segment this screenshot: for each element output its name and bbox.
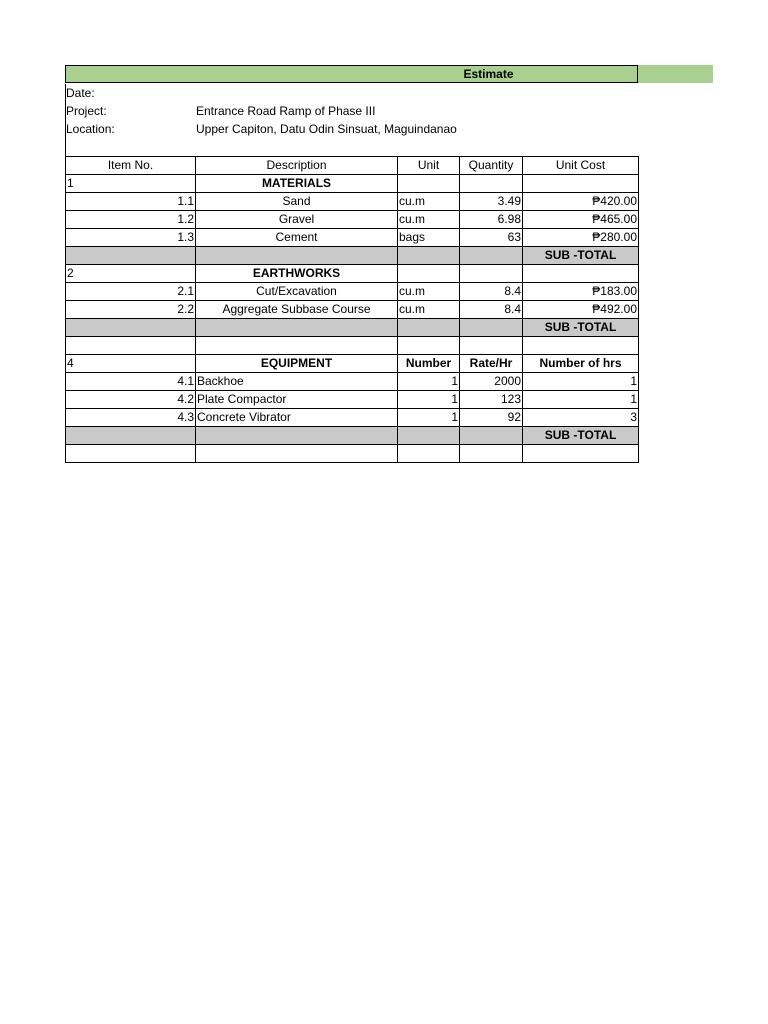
project-value[interactable]: Entrance Road Ramp of Phase III <box>196 104 376 118</box>
subtotal-label[interactable]: SUB -TOTAL <box>523 319 639 337</box>
unit-cost-cell[interactable]: ₱183.00 <box>523 283 639 301</box>
table-row <box>66 211 639 229</box>
header-hours[interactable]: Number of hrs <box>523 355 639 373</box>
description-cell[interactable]: Cement <box>196 229 398 247</box>
section-no[interactable]: 1 <box>66 175 196 193</box>
description-cell[interactable]: Backhoe <box>196 373 398 391</box>
header-description: Description <box>196 157 398 175</box>
unit-cell[interactable]: cu.m <box>398 211 460 229</box>
table-row <box>66 409 639 427</box>
section-title[interactable]: EQUIPMENT <box>196 355 398 373</box>
table-row <box>66 229 639 247</box>
hours-cell[interactable]: 1 <box>523 391 639 409</box>
item-no-cell[interactable]: 4.2 <box>66 391 196 409</box>
unit-cell[interactable]: cu.m <box>398 283 460 301</box>
description-cell[interactable]: Aggregate Subbase Course <box>196 301 398 319</box>
unit-cost-cell[interactable]: ₱492.00 <box>523 301 639 319</box>
item-no-cell[interactable]: 4.1 <box>66 373 196 391</box>
quantity-cell[interactable]: 6.98 <box>460 211 523 229</box>
quantity-cell[interactable]: 3.49 <box>460 193 523 211</box>
number-cell[interactable]: 1 <box>398 409 460 427</box>
section-no[interactable]: 2 <box>66 265 196 283</box>
number-cell[interactable]: 1 <box>398 391 460 409</box>
table-row <box>66 373 639 391</box>
title-bar <box>65 65 713 84</box>
rate-cell[interactable]: 2000 <box>460 373 523 391</box>
location-value[interactable]: Upper Capiton, Datu Odin Sinsuat, Maguindanao <box>196 122 457 136</box>
table-row <box>66 301 639 319</box>
unit-cell[interactable]: cu.m <box>398 193 460 211</box>
section-title[interactable]: MATERIALS <box>196 175 398 193</box>
rate-cell[interactable]: 92 <box>460 409 523 427</box>
project-row <box>65 102 638 120</box>
quantity-cell[interactable]: 8.4 <box>460 283 523 301</box>
section-row-equipment <box>66 355 639 373</box>
empty-row <box>66 337 639 355</box>
location-row <box>65 120 638 138</box>
table-row <box>66 193 639 211</box>
table-row <box>66 283 639 301</box>
item-no-cell[interactable]: 2.2 <box>66 301 196 319</box>
location-label: Location: <box>66 122 115 136</box>
header-unit: Unit <box>398 157 460 175</box>
header-row <box>66 157 639 175</box>
item-no-cell[interactable]: 1.1 <box>66 193 196 211</box>
hours-cell[interactable]: 1 <box>523 373 639 391</box>
subtotal-label[interactable]: SUB -TOTAL <box>523 247 639 265</box>
empty-row <box>66 445 639 463</box>
description-cell[interactable]: Sand <box>196 193 398 211</box>
estimate-sheet <box>65 65 713 442</box>
item-no-cell[interactable]: 1.3 <box>66 229 196 247</box>
date-label: Date: <box>66 86 95 100</box>
description-cell[interactable]: Gravel <box>196 211 398 229</box>
estimate-table <box>65 156 639 463</box>
unit-cost-cell[interactable]: ₱280.00 <box>523 229 639 247</box>
sheet-title: Estimate <box>463 67 514 81</box>
rate-cell[interactable]: 123 <box>460 391 523 409</box>
unit-cost-cell[interactable]: ₱465.00 <box>523 211 639 229</box>
section-no[interactable]: 4 <box>66 355 196 373</box>
number-cell[interactable]: 1 <box>398 373 460 391</box>
unit-cell[interactable]: cu.m <box>398 301 460 319</box>
hours-cell[interactable]: 3 <box>523 409 639 427</box>
item-no-cell[interactable]: 1.2 <box>66 211 196 229</box>
subtotal-row-materials <box>66 247 639 265</box>
date-row <box>65 84 638 102</box>
meta-block <box>65 84 638 138</box>
subtotal-row-equipment <box>66 427 639 445</box>
header-quantity: Quantity <box>460 157 523 175</box>
unit-cost-cell[interactable]: ₱420.00 <box>523 193 639 211</box>
section-row-earthworks <box>66 265 639 283</box>
item-no-cell[interactable]: 2.1 <box>66 283 196 301</box>
unit-cell[interactable]: bags <box>398 229 460 247</box>
quantity-cell[interactable]: 63 <box>460 229 523 247</box>
description-cell[interactable]: Cut/Excavation <box>196 283 398 301</box>
description-cell[interactable]: Concrete Vibrator <box>196 409 398 427</box>
section-title[interactable]: EARTHWORKS <box>196 265 398 283</box>
subtotal-label[interactable]: SUB -TOTAL <box>523 427 639 445</box>
subtotal-row-earthworks <box>66 319 639 337</box>
header-item-no: Item No. <box>66 157 196 175</box>
description-cell[interactable]: Plate Compactor <box>196 391 398 409</box>
project-label: Project: <box>66 104 107 118</box>
table-row <box>66 391 639 409</box>
header-unit-cost: Unit Cost <box>523 157 639 175</box>
quantity-cell[interactable]: 8.4 <box>460 301 523 319</box>
header-rate[interactable]: Rate/Hr <box>460 355 523 373</box>
header-number[interactable]: Number <box>398 355 460 373</box>
item-no-cell[interactable]: 4.3 <box>66 409 196 427</box>
section-row-materials <box>66 175 639 193</box>
